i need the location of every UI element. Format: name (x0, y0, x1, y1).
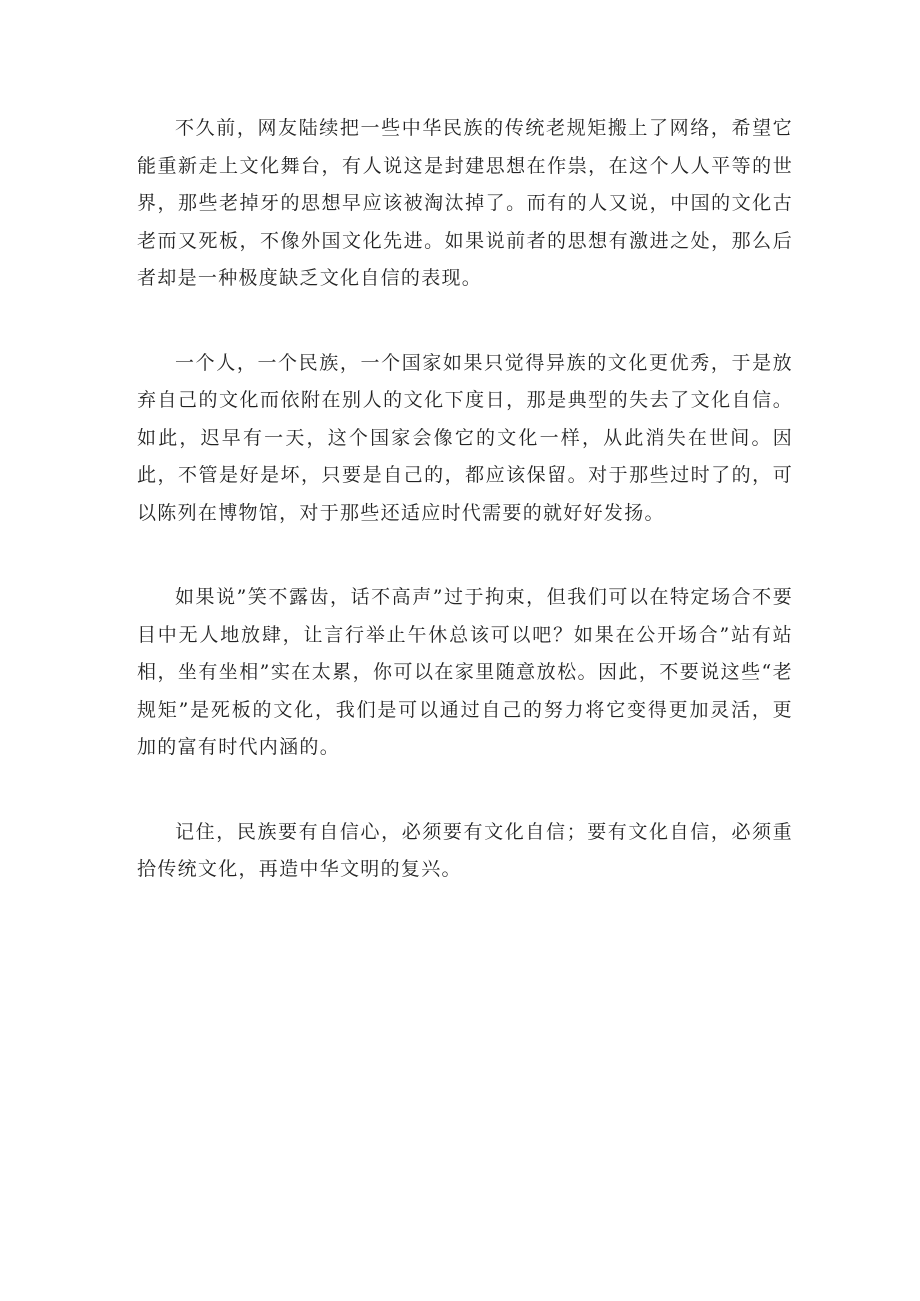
paragraph-4: 记住，民族要有自信心，必须要有文化自信；要有文化自信，必须重拾传统文化，再造中华文明的复兴。 (137, 820, 793, 880)
paragraph-3: 如果说”笑不露齿，话不高声”过于拘束，但我们可以在特定场合不要目中无人地放肆，让言行举止午休总该可以吧？如果在公开场合”站有站相，坐有坐相”实在太累，你可以在家里随意放松。因此，不要说这些“老规矩”是死板的文化，我们是可以通过自己的努力将它变得更加灵活，更加的富有时代内涵的。 (137, 586, 793, 758)
paragraph-2: 一个人，一个民族，一个国家如果只觉得异族的文化更优秀，于是放弃自己的文化而依附在别人的文化下度日，那是典型的失去了文化自信。如此，迟早有一天，这个国家会像它的文化一样，从此消失在世间。因此，不管是好是坏，只要是自己的，都应该保留。对于那些过时了的，可以陈列在博物馆，对于那些还适应时代需要的就好好发扬。 (137, 351, 793, 524)
paragraph-1: 不久前，网友陆续把一些中华民族的传统老规矩搬上了网络，希望它能重新走上文化舞台，有人说这是封建思想在作祟，在这个人人平等的世界，那些老掉牙的思想早应该被淘汰掉了。而有的人又说，中国的文化古老而又死板，不像外国文化先进。如果说前者的思想有激进之处，那么后者却是一种极度缺乏文化自信的表现。 (137, 117, 793, 289)
document-body (137, 110, 793, 936)
